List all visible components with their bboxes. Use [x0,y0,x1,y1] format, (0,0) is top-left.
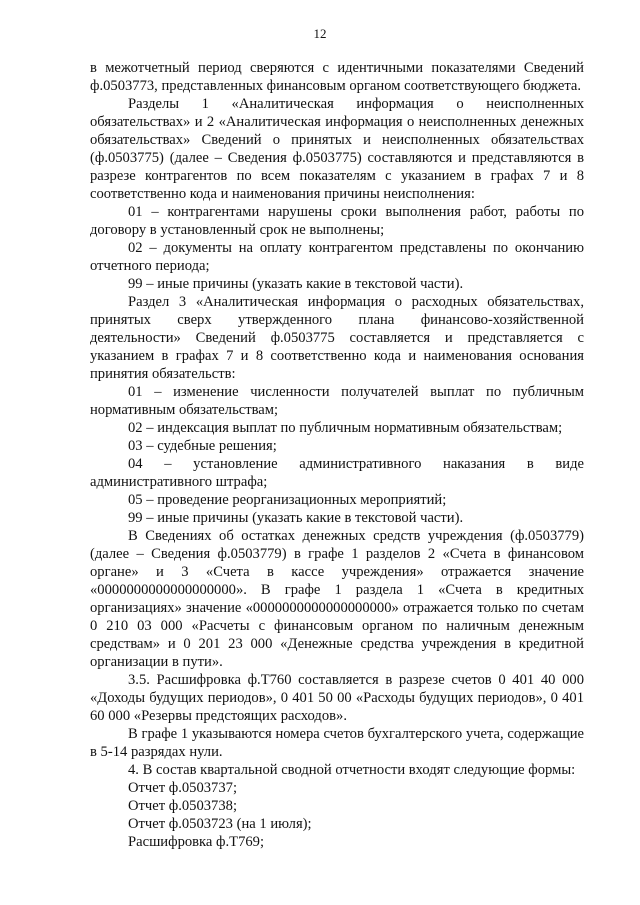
list-item: 02 – индексация выплат по публичным нормативным обязательствам; [128,420,563,436]
list-item: 05 – проведение реорганизационных мероприятий; [128,492,447,508]
list-item: 04 – установление административного наказания в виде административного штрафа; [90,456,584,490]
list-item: 02 – документы на оплату контрагентом представлены по окончанию отчетного периода; [90,240,584,274]
paragraph: 4. В состав квартальной сводной отчетности входят следующие формы: [128,762,576,778]
list-item: Отчет ф.0503737; [128,780,237,796]
paragraph: 3.5. Расшифровка ф.Т760 составляется в разрезе счетов 0 401 40 000 «Доходы будущих периодов», 0 401 50 00 «Расходы будущих периодов», 0 401 60 000 «Резервы предстоящих расходов». [90,672,584,724]
document-body [90,59,584,851]
list-item: Отчет ф.0503723 (на 1 июля); [128,816,312,832]
list-item: 99 – иные причины (указать какие в текстовой части). [128,276,464,292]
list-item: 01 – изменение численности получателей выплат по публичным нормативным обязательствам; [90,384,584,418]
paragraph: Раздел 3 «Аналитическая информация о расходных обязательствах, принятых сверх утвержденного плана финансово-хозяйственной деятельности» Сведений ф.0503775 составляется и представляется с указанием в графах 7 и 8 соответственно кода и наименования основания принятия обязательств: [90,294,584,382]
list-item: 03 – судебные решения; [128,438,277,454]
list-item: 99 – иные причины (указать какие в текстовой части). [128,510,464,526]
paragraph: Разделы 1 «Аналитическая информация о неисполненных обязательствах» и 2 «Аналитическая информация о неисполненных денежных обязательствах» Сведений о принятых и неисполненных обязательствах (ф.0503775) (далее – Сведения ф.0503775) составляются и представляются в разрезе контрагентов по всем показателям с указанием в графах 7 и 8 соответственно кода и наименования причины неисполнения: [90,96,584,202]
page-number: 12 [313,26,327,41]
list-item: Отчет ф.0503738; [128,798,237,814]
list-item: 01 – контрагентами нарушены сроки выполнения работ, работы по договору в установленный срок не выполнены; [90,204,584,238]
list-item: Расшифровка ф.Т769; [128,834,265,850]
paragraph: В Сведениях об остатках денежных средств учреждения (ф.0503779) (далее – Сведения ф.0503779) в графе 1 разделов 2 «Счета в финансовом органе» и 3 «Счета в кассе учреждения» отражается значение «0000000000000000000». В графе 1 раздела 1 «Счета в кредитных организациях» значение «0000000000000000000» отражается только по счетам 0 210 03 000 «Расчеты с финансовым органом по наличным денежным средствам» и 0 201 23 000 «Денежные средства учреждения в кредитной организации в пути». [90,528,584,670]
paragraph: в межотчетный период сверяются с идентичными показателями Сведений ф.0503773, представленных финансовым органом соответствующего бюджета. [90,60,584,94]
paragraph: В графе 1 указываются номера счетов бухгалтерского учета, содержащие в 5-14 разрядах нули. [90,726,584,760]
